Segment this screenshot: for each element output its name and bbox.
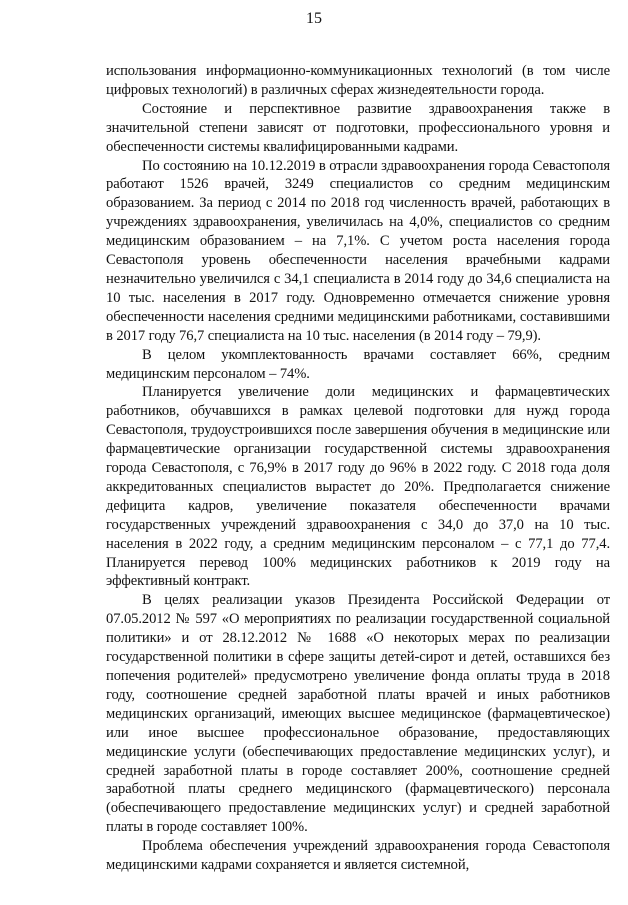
paragraph-healthcare-state: Состояние и перспективное развитие здравоохранения также в значительной степени зависят от подготовки, профессионального уровня и обеспеченности системы квалифицированными кадрами. xyxy=(106,100,610,155)
page-number: 15 xyxy=(306,10,322,27)
paragraph-staff-statistics: По состоянию на 10.12.2019 в отрасли здравоохранения города Севастополя работают 1526 врачей, 3249 специалистов со средним медицинским образованием. За период с 2014 по 2018 год численность врачей, работающих в учреждениях здравоохранения, увеличилась на 4,0%, специалистов со средним медицинским образованием – на 7,1%. С учетом роста населения города Севастополя уровень обеспеченности населения врачебными кадрами незначительно увеличился с 34,1 специалиста в 2014 году до 34,6 специалиста на 10 тыс. населения в 2017 году. Одновременно отмечается снижение уровня обеспеченности населения средними медицинскими работниками, составившими в 2017 году 76,7 специалиста на 10 тыс. населения (в 2014 году – 79,9). xyxy=(106,157,610,344)
paragraph-planned-increase: Планируется увеличение доли медицинских и фармацевтических работников, обучавшихся в рамках целевой подготовки для нужд города Севастополя, трудоустроившихся после завершения обучения в медицинские или фармацевтические организации государственной системы здравоохранения города Севастополя, с 76,9% в 2017 году до 96% в 2022 году. С 2018 года доля аккредитованных специалистов вырастет до 20%. Предполагается снижение дефицита кадров, увеличение показателя обеспеченности врачами государственных учреждений здравоохранения с 34,0 до 37,0 на 10 тыс. населения в 2022 году, а средним медицинским персоналом – с 77,1 до 77,4. Планируется перевод 100% медицинских работников к 2019 году на эффективный контракт. xyxy=(106,384,610,590)
paragraph-presidential-decrees: В целях реализации указов Президента Российской Федерации от 07.05.2012 № 597 «О мероприятиях по реализации государственной социальной политики» и от 28.12.2012 № 1688 «О некоторых мерах по реализации государственной политики в сфере защиты детей-сирот и детей, оставшихся без попечения родителей» предусмотрено увеличение фонда оплаты труда в 2018 году, соотношение средней заработной платы врачей и иных работников медицинских организаций, имеющих высшее медицинское (фармацевтическое) или иное высшее профессиональное образование, предоставляющих медицинские услуги (обеспечивающих предоставление медицинских услуг), и средней заработной платы в городе составляет 200%, соотношение средней заработной платы среднего медицинского (фармацевтического) персонала (обеспечивающего предоставление медицинских услуг) и средней заработной платы в городе составляет 100%. xyxy=(106,592,610,836)
paragraph-staffing-level: В целом укомплектованность врачами составляет 66%, средним медицинским персоналом – 74%. xyxy=(106,346,610,382)
paragraph-continuation: использования информационно-коммуникационных технологий (в том числе цифровых технологий) в различных сферах жизнедеятельности города. xyxy=(106,63,610,98)
document-body xyxy=(106,62,610,875)
paragraph-staffing-problem: Проблема обеспечения учреждений здравоохранения города Севастополя медицинскими кадрами сохраняется и является системной, xyxy=(106,838,610,874)
